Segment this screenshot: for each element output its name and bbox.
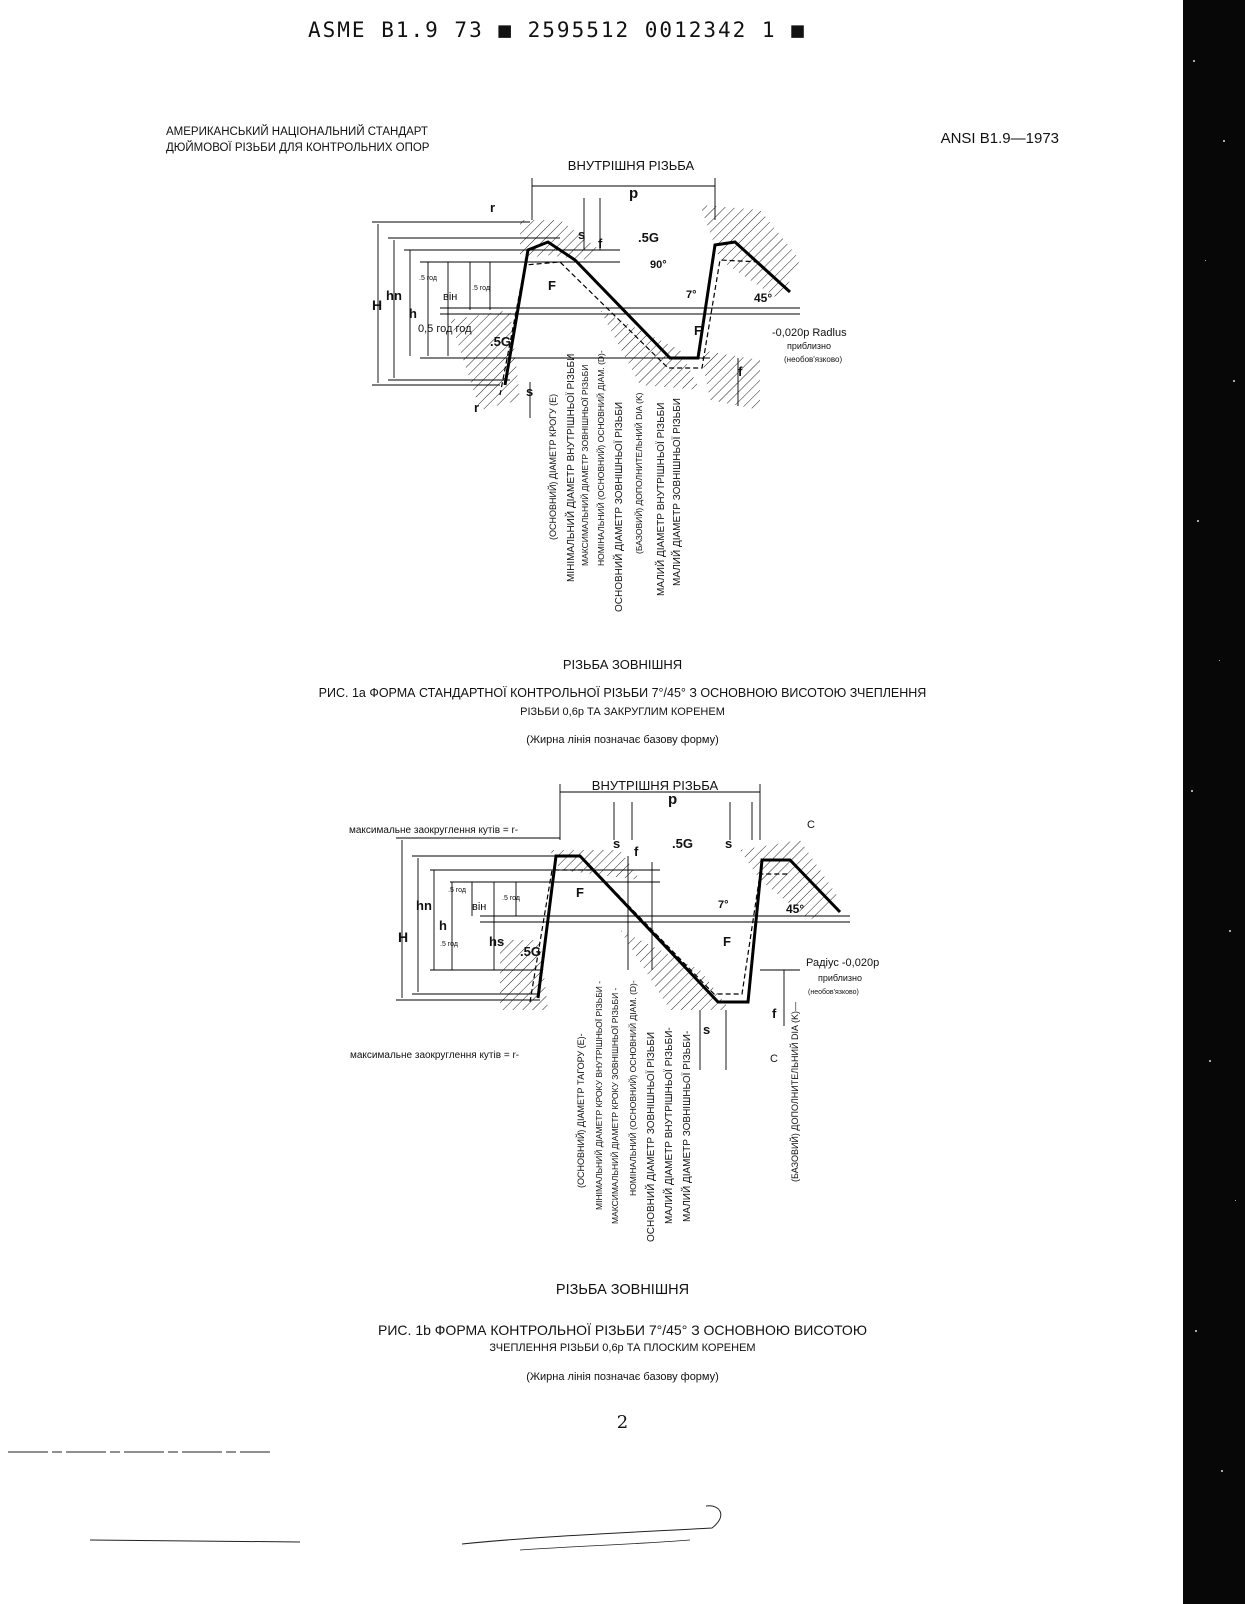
f-label: f <box>634 844 639 859</box>
fig1a-external-label: РІЗЬБА ЗОВНІШНЯ <box>562 657 683 672</box>
internal-thread-label: ВНУТРІШНЯ РІЗЬБА <box>567 158 695 173</box>
diameter-label-4: НОМІНАЛЬНИЙ (ОСНОВНИЙ) ОСНОВНИЙ ДІАМ. (D)- <box>628 980 638 1196</box>
scan-edge <box>1183 0 1245 1604</box>
diameter-label-2: МІНІМАЛЬНИЙ ДІАМЕТР КРОКУ ВНУТРІШНЬОЇ РІЗЬБИ - <box>594 980 604 1210</box>
external-hatch-right <box>700 350 760 410</box>
angle-7-label: 7° <box>718 899 729 911</box>
diameter-label-1: (ОСНОВНИЙ) ДІАМЕТР ТАГОРУ (E)- <box>576 1033 586 1188</box>
half-h-small-label: .5 год <box>448 887 467 894</box>
f-label: f <box>598 236 603 251</box>
diameter-label-3: МАКСИМАЛЬНИЙ ДІАМЕТР КРОКУ ЗОВНІШНЬОЇ РІЗЬБИ - <box>610 987 620 1224</box>
half-h-small-label-3: .5 год <box>440 941 459 948</box>
max-rounding-top: максимальне заокруглення кутів = r- <box>349 825 519 836</box>
internal-thread-label: ВНУТРІШНЯ РІЗЬБА <box>591 778 719 793</box>
von-label: він <box>472 901 487 913</box>
page-number: 2 <box>616 1412 629 1433</box>
standard-number: ANSI B1.9—1973 <box>940 130 1059 147</box>
g5-label: .5G <box>672 836 693 851</box>
angle-45-label: 45° <box>754 291 773 305</box>
g5-label: .5G <box>638 230 659 245</box>
fig1a-note: (Жирна лінія позначає базову форму) <box>526 734 719 746</box>
diameter-labels <box>547 350 683 612</box>
figure-1b-diagram <box>0 770 1180 1270</box>
diameter-label-6: МАЛИЙ ДІАМЕТР ВНУТРІШНЬОЇ РІЗЬБИ- <box>664 1027 675 1224</box>
diameter-label-2: МІНІМАЛЬНИЙ ДІАМЕТР ВНУТРІШНЬОЇ РІЗЬБИ <box>566 353 577 582</box>
diameter-label-6: (БАЗОВИЙ) ДОПОЛНИТЕЛЬНИЙ DIA (K) <box>634 392 644 554</box>
pitch-label: p <box>668 791 678 808</box>
diameter-label-5: ОСНОВНИЙ ДІАМЕТР ЗОВНІШНЬОЇ РІЗЬБИ <box>646 1031 657 1242</box>
diameter-label-5: ОСНОВНИЙ ДІАМЕТР ЗОВНІШНЬОЇ РІЗЬБИ <box>614 401 625 612</box>
internal-hatch-top <box>520 220 600 260</box>
angle-7-label: 7° <box>686 289 697 301</box>
h-label: h <box>439 918 447 933</box>
hs-label: hs <box>489 934 505 949</box>
standard-title-line2: ДЮЙМОВОЇ РІЗЬБИ ДЛЯ КОНТРОЛЬНИХ ОПОР <box>166 142 430 154</box>
s-right-label: s <box>725 836 733 851</box>
pitch-label: p <box>629 185 639 202</box>
von-label: він <box>443 291 458 303</box>
F-top-label: F <box>576 885 584 900</box>
fig1a-caption-line2: РІЗЬБИ 0,6р ТА ЗАКРУГЛИМ КОРЕНЕМ <box>520 706 725 718</box>
fig1b-note: (Жирна лінія позначає базову форму) <box>526 1371 719 1383</box>
F-top-label: F <box>548 278 556 293</box>
F-bottom-label: F <box>723 934 731 949</box>
radius-label: -0,020p Radlus <box>772 327 847 339</box>
C-top-label: C <box>807 819 815 831</box>
approx-label: приблизно <box>818 973 863 983</box>
f-bottom-label: f <box>772 1006 777 1021</box>
diameter-labels <box>575 980 800 1242</box>
standard-title-line1: АМЕРИКАНСЬКИЙ НАЦІОНАЛЬНИЙ СТАНДАРТ <box>166 126 428 138</box>
half-h-label: 0,5 год год <box>418 323 472 335</box>
s-bottom-label: s <box>703 1022 711 1037</box>
fig1b-external-label: РІЗЬБА ЗОВНІШНЯ <box>555 1282 690 1298</box>
scan-header: ASME B1.9 73 ■ 2595512 0012342 1 ■ <box>308 18 806 42</box>
C-bottom-label: C <box>770 1053 778 1065</box>
radius-label: Радіус -0,020р <box>806 957 880 969</box>
angle-45-label: 45° <box>786 902 805 916</box>
s-bottom-label: s <box>526 384 534 399</box>
diameter-label-1: (ОСНОВНИЙ) ДІАМЕТР КРОГУ (E) <box>548 393 558 540</box>
fig1b-caption-line1: РИС. 1b ФОРМА КОНТРОЛЬНОЇ РІЗЬБИ 7°/45° З ОСНОВНОЮ ВИСОТОЮ <box>378 1322 867 1338</box>
half-h-small-label: .5 год <box>419 275 438 282</box>
half-h-small-label-2: .5 год <box>472 285 491 292</box>
diameter-label-8: МАЛИЙ ДІАМЕТР ЗОВНІШНЬОЇ РІЗЬБИ <box>672 398 683 586</box>
s-label: s <box>613 836 621 851</box>
diameter-label-3: МАКСИМАЛЬНИЙ ДІАМЕТР ЗОВНІШНЬОЇ РІЗЬБИ <box>580 364 590 566</box>
diameter-label-4: НОМІНАЛЬНИЙ (ОСНОВНИЙ) ОСНОВНИЙ ДІАМ. (D)- <box>596 350 606 566</box>
diameter-label-7: МАЛИЙ ДІАМЕТР ВНУТРІШНЬОЇ РІЗЬБИ <box>656 402 667 596</box>
diameter-label-8: (БАЗОВИЙ) ДОПОЛНИТЕЛЬНИЙ DIA (K)— <box>790 1002 800 1182</box>
approx-label: приблизно <box>787 341 832 351</box>
fig1a-caption-line1: РИС. 1а ФОРМА СТАНДАРТНОЇ КОНТРОЛЬНОЇ РІЗЬБИ 7°/45° З ОСНОВНОЮ ВИСОТОЮ ЗЧЕПЛЕННЯ <box>318 686 927 700</box>
figure-1a-diagram <box>0 150 1180 640</box>
s-label: s <box>578 227 586 242</box>
r-bottom-label: r <box>474 400 480 415</box>
H-label: H <box>372 297 383 313</box>
diameter-label-7: МАЛИЙ ДІАМЕТР ЗОВНІШНЬОЇ РІЗЬБИ- <box>682 1030 693 1222</box>
optional-label: (необов'язково) <box>784 355 843 364</box>
fig1b-caption-line2: ЗЧЕПЛЕННЯ РІЗЬБИ 0,6р ТА ПЛОСКИМ КОРЕНЕМ <box>489 1342 756 1354</box>
half-h-small-label-2: .5 год <box>502 895 521 902</box>
f-bottom-label: f <box>738 364 743 379</box>
external-hatch-mid <box>600 310 700 390</box>
h-label: h <box>409 306 417 321</box>
angle-90-label: 90° <box>650 259 667 271</box>
hn-label: hn <box>416 898 432 913</box>
r-top-label: r <box>490 200 496 215</box>
F-bottom-label: F <box>694 323 702 338</box>
g5-left-label: .5G <box>520 944 541 959</box>
scan-artifacts <box>0 1440 1180 1604</box>
hn-label: hn <box>386 288 402 303</box>
H-label: H <box>398 929 409 945</box>
optional-label: (необов'язково) <box>808 989 859 996</box>
max-rounding-bottom: максимальне заокруглення кутів = r- <box>350 1050 520 1061</box>
g5-left-label: .5G <box>490 334 511 349</box>
